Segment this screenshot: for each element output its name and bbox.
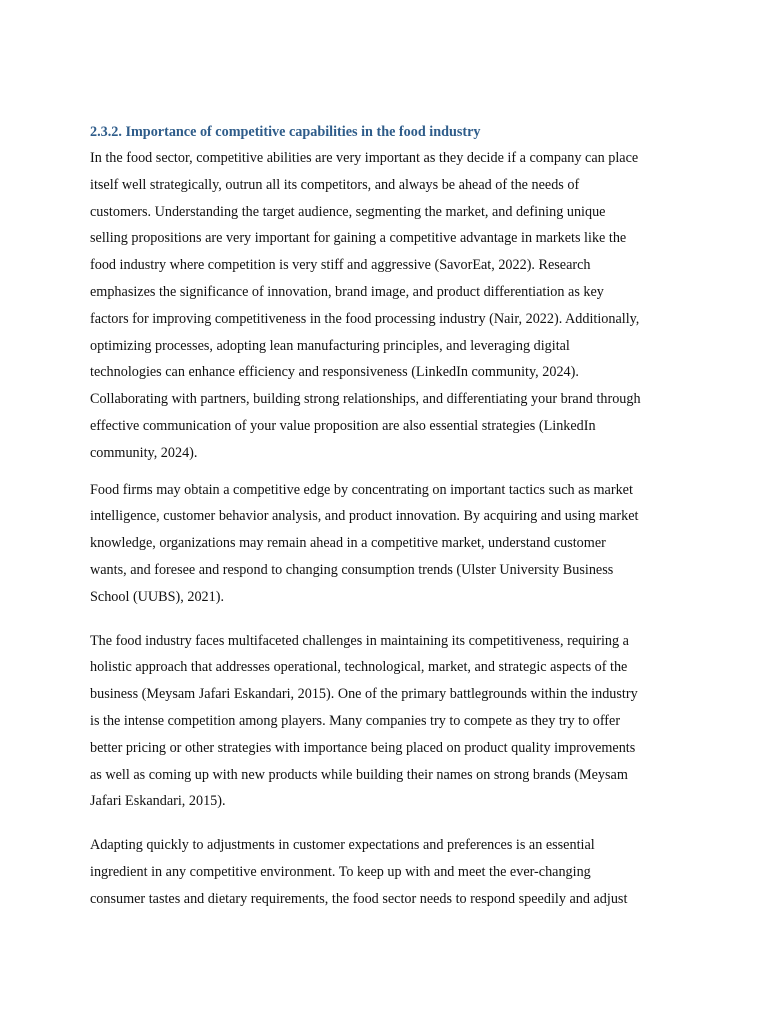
paragraph-line: optimizing processes, adopting lean manufacturing principles, and leveraging digital	[90, 337, 570, 354]
paragraph-line: as well as coming up with new products while building their names on strong brands (Meysam	[90, 766, 628, 783]
paragraph-line: is the intense competition among players. Many companies try to compete as they try to offer	[90, 712, 621, 729]
document-body	[90, 120, 680, 913]
paragraph-line: Collaborating with partners, building strong relationships, and differentiating your brand through	[90, 391, 641, 408]
paragraph-line: business (Meysam Jafari Eskandari, 2015). One of the primary battlegrounds within the industry	[90, 686, 638, 703]
paragraph-line: effective communication of your value proposition are also essential strategies (LinkedIn	[90, 417, 596, 434]
paragraph-line: better pricing or other strategies with importance being placed on product quality improvements	[90, 739, 636, 756]
paragraph-line: Jafari Eskandari, 2015).	[90, 793, 226, 810]
paragraph-line: consumer tastes and dietary requirements, the food sector needs to respond speedily and adjust	[90, 890, 628, 907]
paragraph-4	[90, 832, 680, 912]
paragraph-line: food industry where competition is very stiff and aggressive (SavorEat, 2022). Research	[90, 257, 591, 274]
paragraph-line: The food industry faces multifaceted challenges in maintaining its competitiveness, requiring a	[90, 632, 629, 649]
paragraph-line: Food firms may obtain a competitive edge by concentrating on important tactics such as market	[90, 481, 633, 498]
paragraph-line: itself well strategically, outrun all its competitors, and always be ahead of the needs of	[90, 176, 580, 193]
paragraph-line: Adapting quickly to adjustments in customer expectations and preferences is an essential	[90, 837, 595, 854]
paragraph-line: knowledge, organizations may remain ahead in a competitive market, understand customer	[90, 535, 606, 552]
paragraph-2	[90, 477, 680, 611]
paragraph-line: community, 2024).	[90, 444, 198, 461]
section-heading: 2.3.2. Importance of competitive capabilities in the food industry	[90, 124, 481, 140]
paragraph-line: ingredient in any competitive environment. To keep up with and meet the ever-changing	[90, 863, 591, 880]
paragraph-line: In the food sector, competitive abilities are very important as they decide if a company can place	[90, 150, 639, 166]
paragraph-line: intelligence, customer behavior analysis, and product innovation. By acquiring and using market	[90, 508, 639, 525]
paragraph-line: wants, and foresee and respond to changing consumption trends (Ulster University Business	[90, 561, 614, 578]
paragraph-line: technologies can enhance efficiency and responsiveness (LinkedIn community, 2024).	[90, 364, 579, 381]
paragraph-line: factors for improving competitiveness in the food processing industry (Nair, 2022). Additionally,	[90, 310, 640, 327]
paragraph-line: selling propositions are very important for gaining a competitive advantage in markets like the	[90, 230, 627, 247]
paragraph-3	[90, 628, 680, 816]
paragraph-1	[90, 145, 680, 467]
paragraph-line: holistic approach that addresses operational, technological, market, and strategic aspects of the	[90, 659, 628, 676]
paragraph-line: School (UUBS), 2021).	[90, 588, 224, 605]
paragraph-line: customers. Understanding the target audience, segmenting the market, and defining unique	[90, 203, 606, 220]
paragraph-line: emphasizes the significance of innovation, brand image, and product differentiation as key	[90, 283, 604, 300]
